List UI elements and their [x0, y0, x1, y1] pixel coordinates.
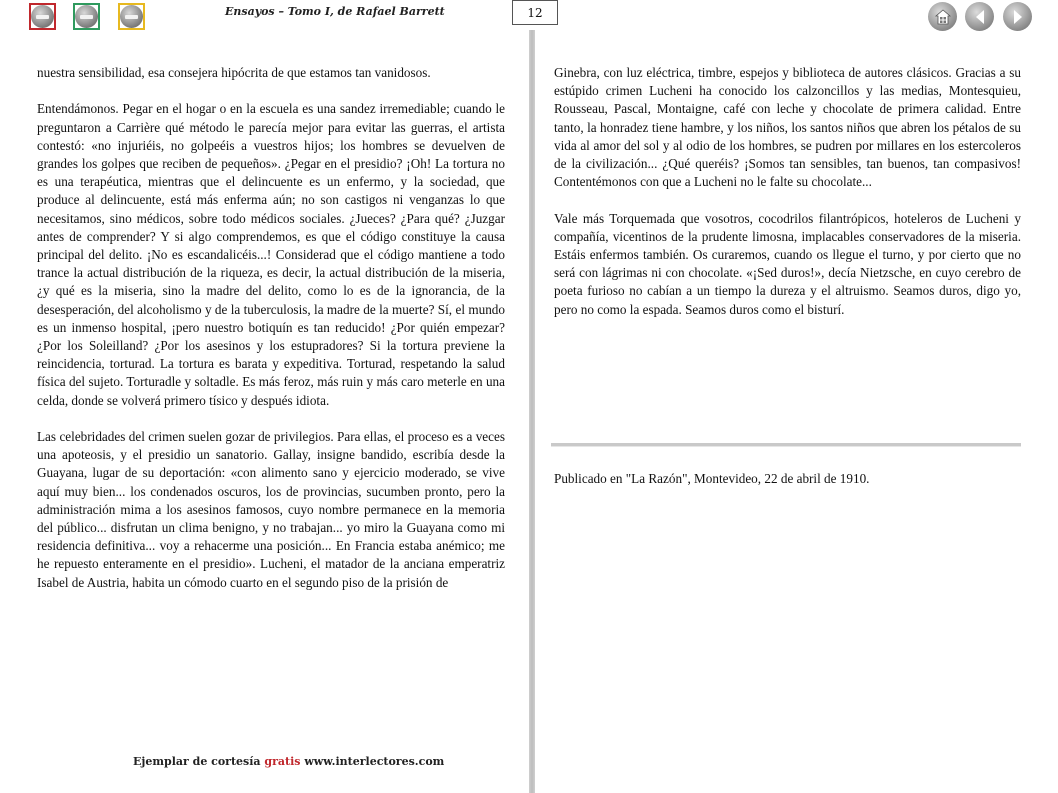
paragraph: Las celebridades del crimen suelen gozar de privilegios. Para ellas, el proceso es a veces una apoteosis, y el presidio un sanatorio. Gallay, insigne bandido, escribía desde la Guayana, lugar de su deportación: «con alimento sano y ejercicio moderado, se vive aquí muy bien... los condenados oscuros, los de provincias, sucumben pronto, pero la administración mima a los asesinos famosos, cuyo nombre permanece en la memoria del público... disfrutan un clima benigno, y no trabajan... yo miro la Guayana como mi residencia definitiva... voy a rehacerme una posición... En Francia estaba anémico; me he repuesto enteramente en el presidio». Lucheni, el matador de la anciana emperatriz Isabel de Austria, habita un cómodo cuarto en el segundo piso de la prisión de: [37, 429, 505, 590]
next-page-button[interactable]: [1003, 2, 1032, 31]
prev-page-button[interactable]: [965, 2, 994, 31]
publication-note: Publicado en "La Razón", Montevideo, 22 de abril de 1910.: [554, 471, 870, 486]
paragraph: Vale más Torquemada que vosotros, cocodrilos filantrópicos, hoteleros de Lucheni y compañía, vicentinos de la prudente limosna, implacables conservadores de la miseria. Estáis enfermos también. Os curaremos, cuando os llegue el turno, y por cierto que no será con lágrimas ni con chocolate. «¡Sed duros!», decía Nietzsche, en cuyo cerebro de poeta furioso no cabían a un tiempo la dureza y el altruismo. Seamos duros, digo yo, pero no como la espada. Seamos duros como el bisturí.: [554, 210, 1021, 317]
minus-icon: [120, 5, 143, 28]
minus-icon: [75, 5, 98, 28]
paragraph: Ginebra, con luz eléctrica, timbre, espejos y biblioteca de autores clásicos. Gracias a su estúpido crimen Lucheni ha conocido los calzoncillos y las medias, Montesquieu, Rousseau, Pascal, Montaigne, café con leche y chocolate de primera calidad. Entre tanto, la honradez tiene hambre, y los niños, los santos niños que abren los pétalos de su vida al amor del sol y al odio de los hombres, se pudren por millares en los estercoleros de la civilización... ¿Qué queréis? ¡Somos tan sensibles, tan buenos, tan compasivos! Contentémonos con que a Lucheni no le falte su chocolate...: [554, 65, 1021, 190]
footer-site-link[interactable]: www.interlectores.com: [304, 755, 445, 768]
page-number: 12: [512, 0, 558, 25]
home-button[interactable]: [928, 2, 957, 31]
minimize-button-red[interactable]: [29, 3, 56, 30]
left-column: [37, 64, 505, 610]
prev-arrow-icon: [971, 8, 989, 26]
home-icon: [934, 8, 952, 26]
paragraph: nuestra sensibilidad, esa consejera hipócrita de que estamos tan vanidosos.: [37, 65, 431, 80]
footer: [133, 755, 444, 768]
footer-gratis: gratis: [264, 755, 301, 768]
column-divider: [529, 30, 535, 793]
footer-prefix: Ejemplar de cortesía: [133, 755, 261, 768]
next-arrow-icon: [1009, 8, 1027, 26]
separator-line: [551, 443, 1021, 447]
right-column: [554, 64, 1021, 337]
minimize-button-green[interactable]: [73, 3, 100, 30]
minus-icon: [31, 5, 54, 28]
page-title: Ensayos – Tomo I, de Rafael Barrett: [225, 5, 445, 18]
paragraph: Entendámonos. Pegar en el hogar o en la escuela es una sandez irremediable; cuando le preguntaron a Carrière qué método le parecía mejor para evitar las guerras, el artista contestó: «no injuriéis, no golpeéis a vuestros hijos; los hombres se devuelven de grandes los golpes que reciben de pequeños». ¿Pegar en el presidio? ¡Oh! La tortura no es una terapéutica, mientras que el delincuente es un enfermo, y la sociedad, que produce al delincuente, está más enferma aún; no son castigos ni venganzas lo que necesitamos, sino médicos, sobre todo médicos sociales. ¿Jueces? ¿Para qué? ¿Juzgar antes de comprender? Y si algo comprendemos, es que el código constituye la causa principal del delito. ¡No es escandalicéis...! Considerad que el código mantiene a todo trance la actual distribución de la riqueza, es decir, la actual distribución de la miseria, ¿y qué es la miseria, sino la madre del delito, como lo es de la ignorancia, de la desesperación, del alcoholismo y de la tuberculosis, la madre de la muerte? Sí, el mundo es un inmenso hospital, ¡pero nuestro botiquín es tan reducido! ¿Por quién empezar? ¿Por los Soleilland? ¿Por los asesinos y los estupradores? Si la tortura previene la reincidencia, torturad. La tortura es barata y expeditiva. Torturad, respetando la salud física del sujeto. Torturadle y soltadle. Es más feroz, más ruin y más caro meterle en una celda, donde se volverá primero tísico y después idiota.: [37, 101, 505, 408]
minimize-button-yellow[interactable]: [118, 3, 145, 30]
